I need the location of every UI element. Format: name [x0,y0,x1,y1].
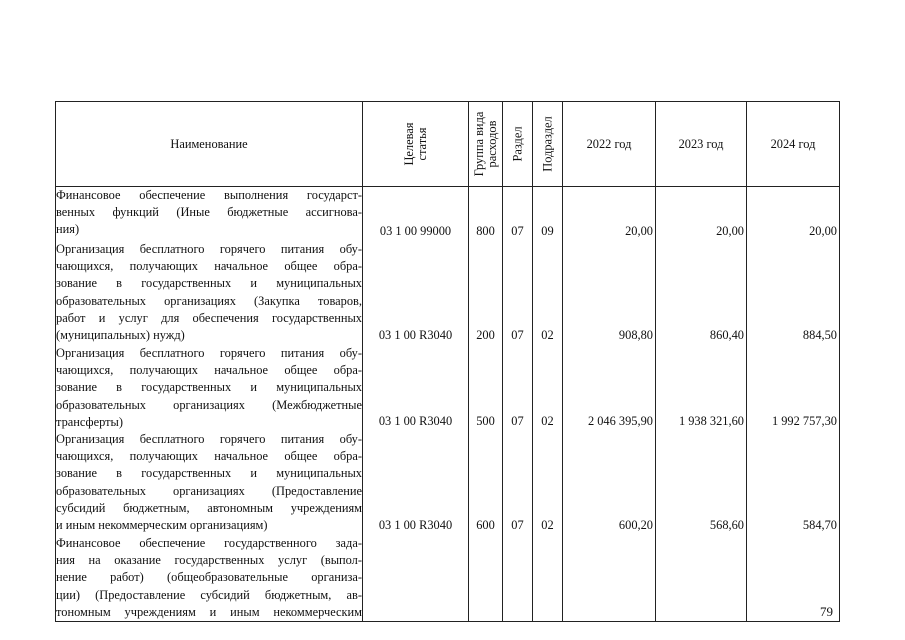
header-2023: 2023 год [656,102,747,187]
row-section: 07 [503,241,533,345]
header-2024: 2024 год [747,102,840,187]
row-article [363,535,469,622]
budget-table [55,101,840,622]
row-subsection [533,535,563,622]
row-2022 [563,535,656,622]
row-2023: 20,00 [656,187,747,242]
row-section: 07 [503,187,533,242]
table-row [56,345,840,431]
table-row [56,187,840,242]
row-2024: 584,70 [747,431,840,535]
row-group: 800 [469,187,503,242]
row-article: 03 1 00 R3040 [363,241,469,345]
table-row [56,431,840,535]
row-section: 07 [503,345,533,431]
row-2024: 884,50 [747,241,840,345]
header-subsection: Подраздел [533,102,563,187]
row-section: 07 [503,431,533,535]
table-row [56,241,840,345]
row-subsection: 02 [533,431,563,535]
row-2024: 1 992 757,30 [747,345,840,431]
row-2022: 908,80 [563,241,656,345]
row-2022: 2 046 395,90 [563,345,656,431]
table-header-row [56,102,840,187]
header-2022: 2022 год [563,102,656,187]
row-group: 500 [469,345,503,431]
row-2023: 568,60 [656,431,747,535]
row-2022: 600,20 [563,431,656,535]
row-group: 200 [469,241,503,345]
row-2023: 1 938 321,60 [656,345,747,431]
page-number: 79 [820,604,833,619]
row-2023 [656,535,747,622]
row-name: Организация бесплатного горячего питания обу- чающихся, получающих начальное общее обра- зование в государственных и муниципальных образовательных организациях (Межбюджетные трансферты) [56,345,363,431]
row-2023: 860,40 [656,241,747,345]
row-subsection: 02 [533,241,563,345]
row-article: 03 1 00 R3040 [363,345,469,431]
row-group [469,535,503,622]
row-subsection: 09 [533,187,563,242]
header-section: Раздел [503,102,533,187]
row-article: 03 1 00 R3040 [363,431,469,535]
row-article: 03 1 00 99000 [363,187,469,242]
row-name: Организация бесплатного горячего питания обу- чающихся, получающих начальное общее обра- зование в государственных и муниципальных образовательных организациях (Закупка товаров, работ и услуг для обеспечения государственных (муниципальных) нужд) [56,241,363,345]
header-expense-group: Группа вида расходов [469,102,503,187]
row-group: 600 [469,431,503,535]
row-name: Финансовое обеспечение государственного зада- ния на оказание государственных услуг (выпол- нение работ) (общеобразовательные организа- ции) (Предоставление субсидий бюджетным, ав- тономным учреждениям и иным некоммерческим [56,535,363,622]
row-2022: 20,00 [563,187,656,242]
row-subsection: 02 [533,345,563,431]
table-row [56,535,840,622]
header-name: Наименование [56,102,363,187]
row-section [503,535,533,622]
row-name: Финансовое обеспечение выполнения государст- венных функций (Иные бюджетные ассигнова- ния) [56,187,363,242]
header-target-article: Целевая статья [363,102,469,187]
row-name: Организация бесплатного горячего питания обу- чающихся, получающих начальное общее обра- зование в государственных и муниципальных образовательных организациях (Предоставление субсидий бюджетным, автономным учреждениям и иным некоммерческим организациям) [56,431,363,535]
row-2024: 20,00 [747,187,840,242]
